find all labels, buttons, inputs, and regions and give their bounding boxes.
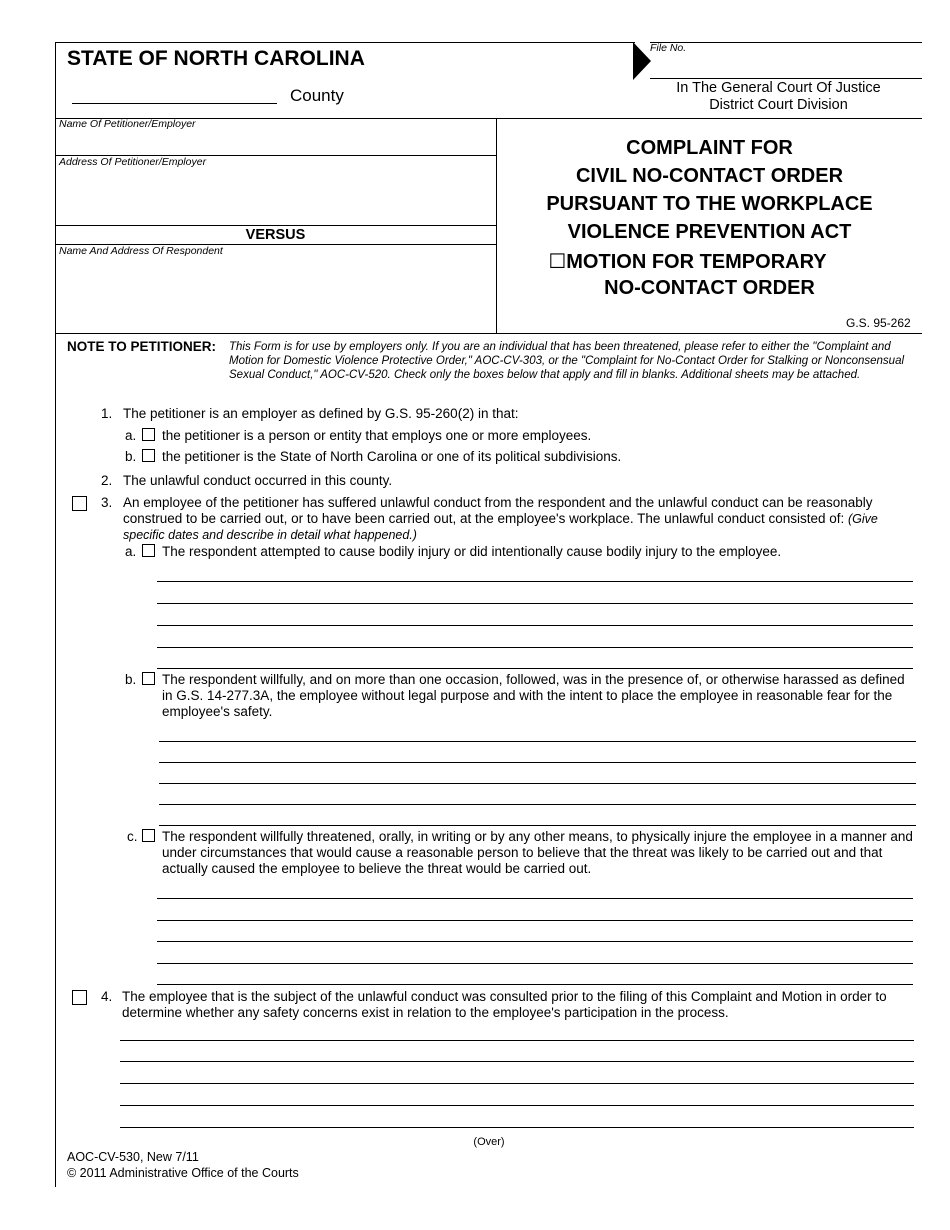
item-3-text bbox=[123, 495, 913, 543]
item-3a-label: a. bbox=[125, 544, 137, 559]
item-1a-checkbox[interactable] bbox=[142, 428, 155, 441]
petitioner-name-label: Name Of Petitioner/Employer bbox=[59, 118, 196, 130]
item-4-number: 4. bbox=[101, 989, 113, 1004]
item-3c-line[interactable] bbox=[157, 963, 913, 964]
file-no-field[interactable] bbox=[650, 78, 922, 79]
title-line-1: COMPLAINT FOR bbox=[626, 137, 793, 159]
title-line-3: PURSUANT TO THE WORKPLACE bbox=[546, 193, 873, 215]
item-3a-line[interactable] bbox=[157, 603, 913, 604]
item-1b-text: the petitioner is the State of North Carolina or one of its political subdivisions. bbox=[162, 449, 622, 464]
item-3b-line[interactable] bbox=[159, 741, 916, 742]
respondent-label: Name And Address Of Respondent bbox=[59, 245, 223, 257]
note-text: This Form is for use by employers only. If you are an individual that has been threatened, please refer to either the "Complaint and Motion for Domestic Violence Protective Order," AOC-CV-303, or the "Complaint for No-Contact Order for Stalking or Nonconsensual Sexual Conduct," AOC-CV-520. Check only the boxes below that apply and fill in blanks. Additional sheets may be attached. bbox=[229, 341, 905, 381]
item-1-number: 1. bbox=[101, 406, 113, 421]
title-line-4: VIOLENCE PREVENTION ACT bbox=[567, 221, 852, 243]
county-blank[interactable] bbox=[72, 103, 277, 104]
item-1b-checkbox[interactable] bbox=[142, 449, 155, 462]
item-3c-text: The respondent willfully threatened, orally, in writing or by any other means, to physically injure the employee in a manner and under circumstances that would cause a reasonable person to believe that the threat was likely to be carried out and that actually caused the employee to believe the threat would be carried out. bbox=[162, 829, 913, 876]
item-1-text: The petitioner is an employer as defined by G.S. 95-260(2) in that: bbox=[123, 406, 519, 421]
title-line-6: NO-CONTACT ORDER bbox=[604, 277, 815, 299]
state-title: STATE OF NORTH CAROLINA bbox=[67, 47, 365, 70]
form-id: AOC-CV-530, New 7/11 bbox=[67, 1150, 199, 1164]
item-3c-line[interactable] bbox=[157, 920, 913, 921]
item-3a-line[interactable] bbox=[157, 581, 913, 582]
note-label: NOTE TO PETITIONER: bbox=[67, 339, 217, 354]
caption-bottom bbox=[55, 333, 922, 334]
over-label: (Over) bbox=[473, 1136, 505, 1148]
copyright: © 2011 Administrative Office of the Courts bbox=[67, 1166, 299, 1180]
court-line-1: In The General Court Of Justice bbox=[676, 80, 881, 96]
petitioner-address-field[interactable] bbox=[55, 225, 496, 226]
item-3a-checkbox[interactable] bbox=[142, 544, 155, 557]
item-2-number: 2. bbox=[101, 473, 113, 488]
file-no-label: File No. bbox=[650, 42, 687, 54]
title-line-5-motion-checkbox[interactable]: ☐MOTION FOR TEMPORARY bbox=[548, 251, 827, 273]
item-3a-text: The respondent attempted to cause bodily injury or did intentionally cause bodily injury to the employee. bbox=[162, 544, 782, 559]
item-3a-line[interactable] bbox=[157, 647, 913, 648]
item-4-checkbox[interactable] bbox=[72, 990, 87, 1005]
title-line-2: CIVIL NO-CONTACT ORDER bbox=[575, 165, 844, 187]
item-3a-line[interactable] bbox=[157, 668, 913, 669]
item-3b-text: The respondent willfully, and on more than one occasion, followed, was in the presence of, or otherwise harassed as defined in G.S. 14-277.3A, the employee without legal purpose and with the intent to place the employee in reasonable fear for the employee's safety. bbox=[162, 672, 905, 719]
item-3-checkbox[interactable] bbox=[72, 496, 87, 511]
item-4-line[interactable] bbox=[120, 1083, 914, 1084]
item-3b-checkbox[interactable] bbox=[142, 672, 155, 685]
item-3c-checkbox[interactable] bbox=[142, 829, 155, 842]
statute-ref: G.S. 95-262 bbox=[846, 316, 911, 330]
item-3c-line[interactable] bbox=[157, 941, 913, 942]
item-2-text: The unlawful conduct occurred in this county. bbox=[123, 473, 393, 488]
item-4-line[interactable] bbox=[120, 1040, 914, 1041]
item-3b-label: b. bbox=[125, 672, 137, 687]
item-4-line[interactable] bbox=[120, 1105, 914, 1106]
top-border-right bbox=[650, 42, 922, 43]
item-3c-label: c. bbox=[127, 829, 138, 844]
left-border bbox=[55, 42, 56, 1187]
item-3c-line[interactable] bbox=[157, 984, 913, 985]
top-border-left bbox=[55, 42, 635, 43]
item-4-line[interactable] bbox=[120, 1127, 914, 1128]
item-3a-line[interactable] bbox=[157, 625, 913, 626]
item-3-text-instruction: (Give specific dates and describe in detail what happened.) bbox=[123, 512, 878, 542]
item-1a-text: the petitioner is a person or entity that employs one or more employees. bbox=[162, 428, 592, 443]
item-3c-line[interactable] bbox=[157, 898, 913, 899]
item-3b-line[interactable] bbox=[159, 825, 916, 826]
item-3-text-main: An employee of the petitioner has suffered unlawful conduct from the respondent and the unlawful conduct can be reasonably construed to be carried out, or to have been carried out, at the employee's workplace. The unlawful conduct consisted of: bbox=[123, 495, 873, 526]
item-4-text: The employee that is the subject of the unlawful conduct was consulted prior to the filing of this Complaint and Motion in order to determine whether any safety concerns exist in relation to the employee's participation in the process. bbox=[122, 989, 887, 1020]
item-1b-label: b. bbox=[125, 449, 137, 464]
item-3b-line[interactable] bbox=[159, 783, 916, 784]
petitioner-address-label: Address Of Petitioner/Employer bbox=[59, 156, 207, 168]
court-line-2: District Court Division bbox=[709, 97, 848, 113]
item-1a-label: a. bbox=[125, 428, 137, 443]
item-3b-line[interactable] bbox=[159, 804, 916, 805]
item-3-number: 3. bbox=[101, 495, 113, 510]
versus-label: VERSUS bbox=[245, 227, 306, 243]
county-label: County bbox=[290, 86, 344, 105]
item-4-line[interactable] bbox=[120, 1061, 914, 1062]
item-3b-line[interactable] bbox=[159, 762, 916, 763]
